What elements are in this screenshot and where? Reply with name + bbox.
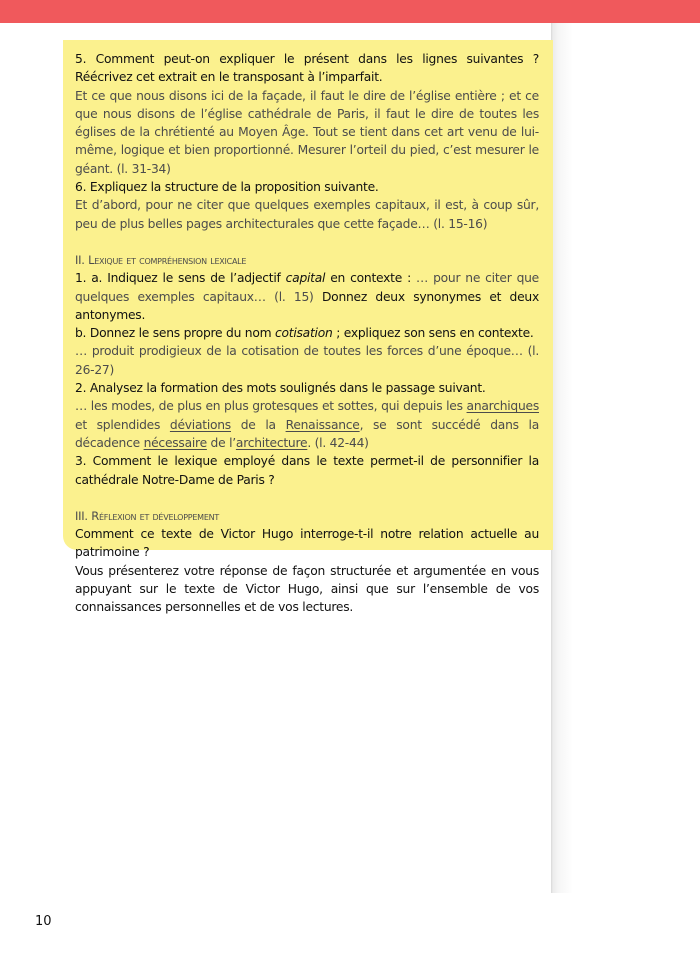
question-6-excerpt: Et d’abord, pour ne citer que quelques exemples capitaux, il est, à coup sûr, peu de plus belles pages architecturales que cette façade… (l. 15-16): [75, 198, 539, 231]
question-1b: b. Donnez le sens propre du nom cotisation ; expliquez son sens en contexte.: [75, 326, 534, 341]
question-6: 6. Expliquez la structure de la proposition suivante.: [75, 180, 379, 195]
question-2-excerpt: … les modes, de plus en plus grotesques et sottes, qui depuis les anarchiques et splendides déviations de la Renaissance, se sont succédé dans la décadence nécessaire de l’architecture. (l. 42-44): [75, 399, 539, 450]
underlined-word: déviations: [169, 417, 231, 432]
page-number: 10: [35, 914, 52, 929]
word-capital: capital: [285, 271, 326, 286]
underlined-word: nécessaire: [143, 435, 207, 450]
top-color-band: [0, 0, 700, 23]
question-5: 5. Comment peut-on expliquer le présent dans les lignes suivantes ? Réécrivez cet extrait en le transposant à l’imparfait.: [75, 52, 539, 85]
word-cotisation: cotisation: [275, 326, 333, 341]
question-1a: 1. a. Indiquez le sens de l’adjectif capital en contexte : … pour ne citer que quelques exemples capitaux… (l. 15) Donnez deux synonymes et deux antonymes.: [75, 271, 540, 322]
underlined-word: anarchiques: [466, 399, 539, 414]
question-2: 2. Analysez la formation des mots soulignés dans le passage suivant.: [75, 381, 486, 396]
underlined-word: architecture: [235, 435, 308, 450]
section-3-heading: III. Réflexion et développement: [75, 508, 220, 523]
question-3: 3. Comment le lexique employé dans le texte permet-il de personnifier la cathédrale Notre-Dame de Paris ?: [75, 454, 539, 487]
section-2-heading: II. Lexique et compréhension lexicale: [75, 252, 247, 267]
question-1a-quote: … pour ne citer que quelques exemples capitaux… (l. 15): [75, 271, 539, 304]
page-edge-shadow: [551, 23, 700, 893]
section-3-instructions: Vous présenterez votre réponse de façon structurée et argumentée en vous appuyant sur le texte de Victor Hugo, ainsi que sur l’ensemble de vos connaissances personnelles et de vos lectures.: [75, 563, 539, 615]
underlined-word: Renaissance: [285, 417, 360, 432]
section-3-question: Comment ce texte de Victor Hugo interroge-t-il notre relation actuelle au patrimoine ?: [75, 527, 539, 560]
question-1b-quote: … produit prodigieux de la cotisation de toutes les forces d’une époque… (l. 26-27): [75, 344, 539, 377]
question-5-excerpt: Et ce que nous disons ici de la façade, il faut le dire de l’église entière ; et ce que nous disons de l’église cathédrale de Paris, il faut le dire de toutes les églises de la chrétienté au Moyen Âge. Tout se tient dans cet art venu de lui-même, logique et bien proportionné. Mesurer l’orteil du pied, c’est mesurer le géant. (l. 31-34): [75, 88, 539, 176]
exercise-box: [63, 40, 553, 615]
